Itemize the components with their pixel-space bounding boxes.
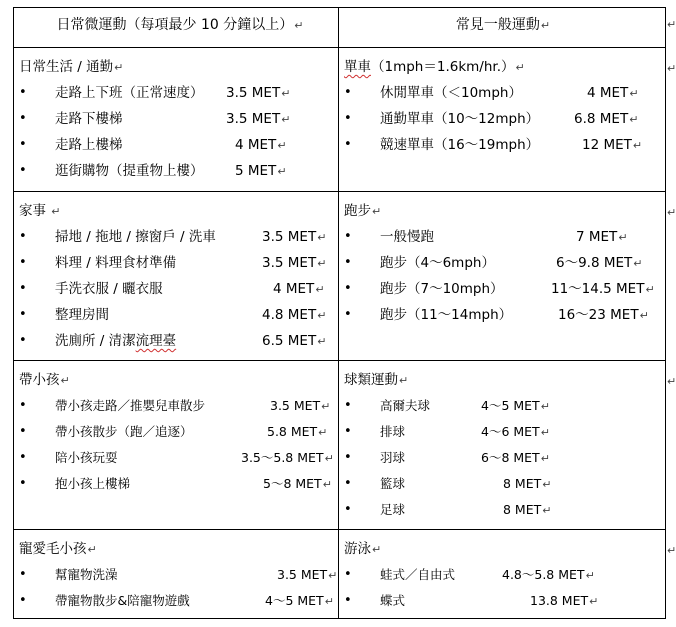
- activity-label: 高爾夫球: [380, 398, 431, 413]
- bullet-icon: •: [19, 111, 27, 126]
- activity-label: 走路上下班（正常速度）: [55, 85, 204, 101]
- met-value: 4 MET↵: [273, 281, 325, 297]
- paragraph-mark-icon: ↵: [633, 257, 643, 270]
- bullet-icon: •: [19, 333, 27, 348]
- paragraph-mark-icon: ↵: [399, 374, 409, 387]
- row-end-mark-icon: ↵: [667, 544, 676, 557]
- list-item: [19, 590, 334, 612]
- met-value: 5～8 MET↵: [263, 476, 332, 491]
- list-item: [344, 252, 659, 274]
- paragraph-mark-icon: ↵: [542, 478, 552, 491]
- bullet-icon: •: [344, 229, 352, 244]
- met-value: 3.5 MET↵: [226, 85, 291, 101]
- paragraph-mark-icon: ↵: [321, 400, 331, 413]
- cell-title: 家事 ↵: [19, 203, 61, 219]
- cell-title: 單車（1mph＝1.6km/hr.）↵: [344, 59, 525, 75]
- met-value: 6～8 MET↵: [481, 450, 550, 465]
- paragraph-mark-icon: ↵: [322, 478, 332, 491]
- met-value: 4 MET↵: [235, 137, 287, 153]
- row-end-mark-icon: ↵: [667, 375, 676, 388]
- met-value: 8 MET↵: [503, 476, 552, 491]
- paragraph-mark-icon: ↵: [585, 569, 595, 582]
- list-item: [19, 564, 338, 586]
- activity-label: 足球: [380, 502, 406, 517]
- met-value: 4.8 MET↵: [262, 307, 327, 323]
- bullet-icon: •: [19, 398, 27, 413]
- bullet-icon: •: [344, 398, 352, 413]
- list-item: [19, 473, 334, 495]
- met-value: 13.8 MET↵: [530, 593, 599, 608]
- paragraph-mark-icon: ↵: [51, 205, 61, 218]
- paragraph-mark-icon: ↵: [324, 595, 334, 608]
- list-item: [344, 395, 659, 417]
- activity-label: 籃球: [380, 476, 406, 491]
- bullet-icon: •: [19, 281, 27, 296]
- paragraph-mark-icon: ↵: [281, 87, 291, 100]
- activity-label: 跑步（7～10mph）: [380, 281, 504, 297]
- met-value: 12 MET↵: [582, 137, 643, 153]
- activity-label: 手洗衣服 / 曬衣服: [55, 281, 163, 297]
- paragraph-mark-icon: ↵: [328, 569, 338, 582]
- list-item: [19, 82, 334, 104]
- activity-label: 一般慢跑: [380, 229, 434, 245]
- list-item: [19, 447, 334, 469]
- paragraph-mark-icon: ↵: [632, 139, 643, 152]
- list-item: [19, 395, 334, 417]
- met-value: 3.5～5.8 MET↵: [241, 450, 334, 465]
- bullet-icon: •: [344, 424, 352, 439]
- activity-label: 帶寵物散步&陪寵物遊戲: [55, 593, 190, 608]
- paragraph-mark-icon: ↵: [629, 87, 639, 100]
- cell-title: 帶小孩↵: [19, 372, 70, 388]
- list-item: [344, 473, 659, 495]
- cell-title-rest: （1mph＝1.6km/hr.）: [371, 59, 515, 75]
- bullet-icon: •: [344, 137, 352, 152]
- activity-label: 蛙式／自由式: [380, 567, 456, 582]
- activity-label: 帶小孩散步（跑／追逐）: [55, 424, 193, 439]
- bullet-icon: •: [344, 111, 352, 126]
- met-value: 16～23 MET↵: [558, 307, 649, 323]
- cell-title: 游泳↵: [344, 541, 382, 557]
- paragraph-mark-icon: ↵: [317, 309, 327, 322]
- met-value: 11～14.5 MET↵: [551, 281, 655, 297]
- list-item: [344, 82, 659, 104]
- paragraph-mark-icon: ↵: [294, 19, 304, 32]
- bullet-icon: •: [344, 255, 352, 270]
- paragraph-mark-icon: ↵: [645, 283, 655, 296]
- met-value: 7 MET↵: [576, 229, 628, 245]
- paragraph-mark-icon: ↵: [315, 283, 325, 296]
- bullet-icon: •: [19, 163, 27, 178]
- activity-label: 帶小孩走路／推嬰兒車散步: [55, 398, 206, 413]
- list-item: [19, 226, 334, 248]
- bullet-icon: •: [344, 502, 352, 517]
- bullet-icon: •: [19, 424, 27, 439]
- header-right: [340, 15, 666, 36]
- header-left-text: 日常微運動（每項最少 10 分鐘以上）: [56, 17, 294, 33]
- list-item: [344, 108, 659, 130]
- met-value: 3.5 MET↵: [270, 398, 331, 413]
- paragraph-mark-icon: ↵: [114, 61, 124, 74]
- activity-label: 排球: [380, 424, 406, 439]
- paragraph-mark-icon: ↵: [618, 231, 628, 244]
- paragraph-mark-icon: ↵: [277, 139, 287, 152]
- paragraph-mark-icon: ↵: [317, 335, 327, 348]
- paragraph-mark-icon: ↵: [281, 113, 291, 126]
- met-value: 3.5 MET↵: [262, 255, 327, 271]
- list-item: [344, 447, 659, 469]
- paragraph-mark-icon: ↵: [540, 426, 550, 439]
- list-item: [19, 160, 334, 182]
- activity-label: 逛街購物（提重物上樓）: [55, 163, 204, 179]
- bullet-icon: •: [19, 85, 27, 100]
- cell-title: 日常生活 / 通勤↵: [19, 59, 124, 75]
- activity-label: 整理房間: [55, 307, 109, 323]
- list-item: [344, 421, 659, 443]
- paragraph-mark-icon: ↵: [589, 595, 599, 608]
- row-end-mark-icon: ↵: [667, 18, 676, 31]
- list-item: [344, 226, 659, 248]
- bullet-icon: •: [19, 229, 27, 244]
- list-item: [19, 330, 334, 352]
- bullet-icon: •: [19, 255, 27, 270]
- paragraph-mark-icon: ↵: [317, 257, 327, 270]
- paragraph-mark-icon: ↵: [317, 231, 327, 244]
- row-end-mark-icon: ↵: [667, 62, 676, 75]
- met-value: 6.8 MET↵: [574, 111, 639, 127]
- activity-label: 羽球: [380, 450, 406, 465]
- list-item: [344, 564, 659, 586]
- met-value: 5.8 MET↵: [267, 424, 328, 439]
- cell-title: 跑步↵: [344, 203, 382, 219]
- bullet-icon: •: [344, 476, 352, 491]
- paragraph-mark-icon: ↵: [540, 400, 550, 413]
- cell-title: 寵愛毛小孩↵: [19, 541, 97, 557]
- activity-label: 蝶式: [380, 593, 406, 608]
- bullet-icon: •: [19, 567, 27, 582]
- bullet-icon: •: [19, 450, 27, 465]
- bullet-icon: •: [19, 137, 27, 152]
- paragraph-mark-icon: ↵: [639, 309, 649, 322]
- activity-label: 洗廁所 / 清潔流理臺: [55, 333, 177, 349]
- row-end-mark-icon: ↵: [667, 206, 676, 219]
- met-value: 8 MET↵: [503, 502, 552, 517]
- list-item: [344, 134, 659, 156]
- paragraph-mark-icon: ↵: [540, 452, 550, 465]
- paragraph-mark-icon: ↵: [318, 426, 328, 439]
- header-right-text: 常見一般運動: [455, 17, 540, 33]
- activity-label: 通勤單車（10～12mph）: [380, 111, 540, 127]
- list-item: [19, 278, 334, 300]
- list-item: [344, 304, 659, 326]
- paragraph-mark-icon: ↵: [372, 205, 382, 218]
- met-value: 3.5 MET↵: [226, 111, 291, 127]
- bullet-icon: •: [344, 281, 352, 296]
- bullet-icon: •: [344, 450, 352, 465]
- paragraph-mark-icon: ↵: [629, 113, 639, 126]
- paragraph-mark-icon: ↵: [542, 504, 552, 517]
- paragraph-mark-icon: ↵: [515, 61, 525, 74]
- bullet-icon: •: [344, 85, 352, 100]
- met-value: 6～9.8 MET↵: [556, 255, 643, 271]
- bullet-icon: •: [19, 476, 27, 491]
- met-value: 3.5 MET↵: [262, 229, 327, 245]
- paragraph-mark-icon: ↵: [324, 452, 334, 465]
- met-value: 4.8～5.8 MET↵: [502, 567, 595, 582]
- bullet-icon: •: [344, 567, 352, 582]
- paragraph-mark-icon: ↵: [87, 543, 97, 556]
- activity-label: 料理 / 料理食材準備: [55, 255, 177, 271]
- met-value: 6.5 MET↵: [262, 333, 327, 349]
- met-value: 4～5 MET↵: [265, 593, 334, 608]
- list-item: [19, 421, 334, 443]
- met-value: 4～6 MET↵: [481, 424, 550, 439]
- bullet-icon: •: [344, 593, 352, 608]
- activity-label: 跑步（4～6mph）: [380, 255, 495, 271]
- met-value: 5 MET↵: [235, 163, 287, 179]
- bullet-icon: •: [19, 307, 27, 322]
- list-item: [19, 252, 334, 274]
- paragraph-mark-icon: ↵: [277, 165, 287, 178]
- header-left: [30, 15, 330, 36]
- list-item: [19, 304, 334, 326]
- activity-label: 跑步（11～14mph）: [380, 307, 513, 323]
- activity-label: 競速單車（16～19mph）: [380, 137, 540, 153]
- activity-label: 走路下樓梯: [55, 111, 123, 127]
- met-value: 3.5 MET↵: [277, 567, 338, 582]
- activity-label: 休閒單車（＜10mph）: [380, 85, 522, 101]
- bullet-icon: •: [344, 307, 352, 322]
- paragraph-mark-icon: ↵: [372, 543, 382, 556]
- bullet-icon: •: [19, 593, 27, 608]
- list-item: [19, 134, 334, 156]
- list-item: [344, 499, 659, 521]
- activity-label: 陪小孩玩耍: [55, 450, 118, 465]
- activity-label: 走路上樓梯: [55, 137, 123, 153]
- activity-label: 幫寵物洗澡: [55, 567, 118, 582]
- met-value: 4 MET↵: [587, 85, 639, 101]
- list-item: [344, 278, 659, 300]
- met-value: 4～5 MET↵: [481, 398, 550, 413]
- paragraph-mark-icon: ↵: [60, 374, 70, 387]
- list-item: [19, 108, 334, 130]
- list-item: [344, 590, 659, 612]
- paragraph-mark-icon: ↵: [540, 19, 551, 32]
- cell-title: 球類運動↵: [344, 372, 409, 388]
- activity-label: 抱小孩上樓梯: [55, 476, 131, 491]
- activity-label: 掃地 / 拖地 / 擦窗戶 / 洗車: [55, 229, 216, 245]
